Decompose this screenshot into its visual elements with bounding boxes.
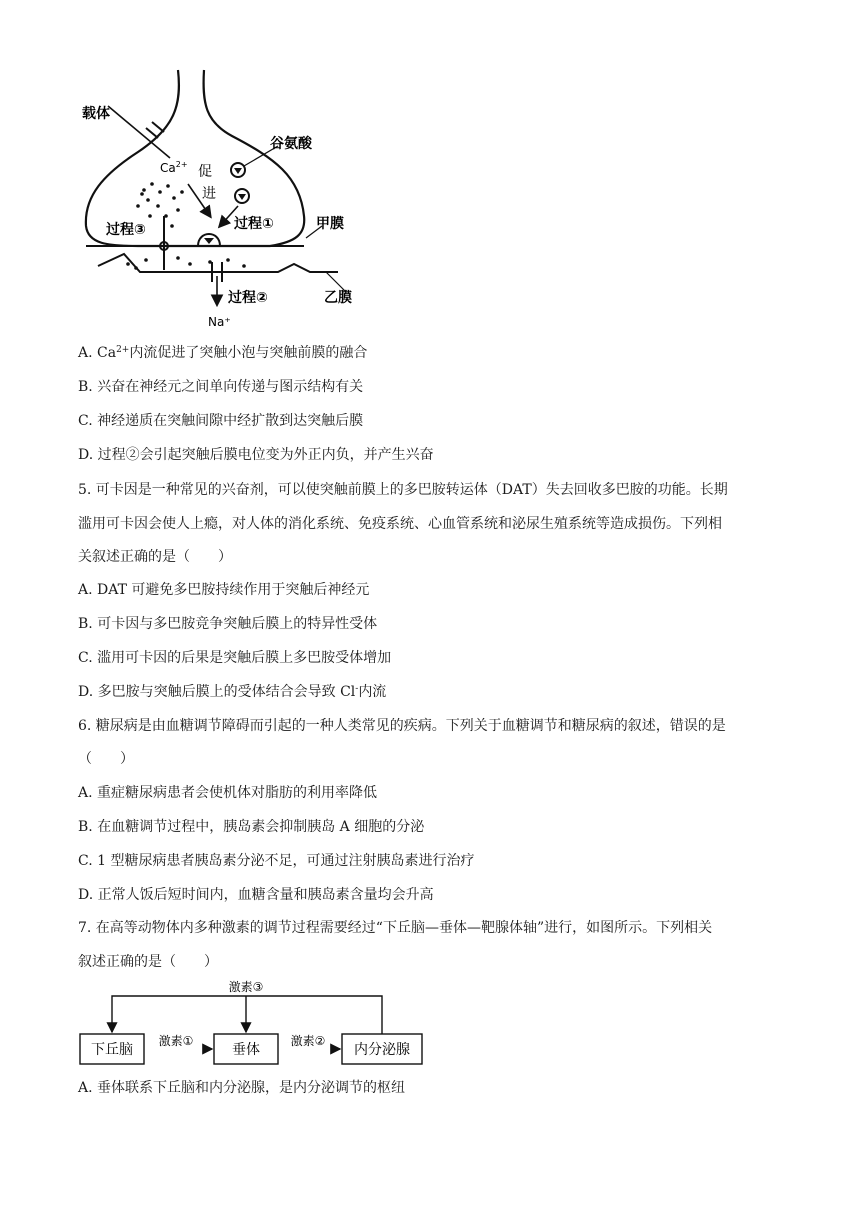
q5-stem-line3: 关叙述正确的是（ ） xyxy=(78,549,232,565)
postsynaptic-membrane xyxy=(98,254,338,272)
q6-option-a: A. 重症糖尿病患者会使机体对脂肪的利用率降低 xyxy=(78,785,378,801)
q5-stem-line2: 滥用可卡因会使人上瘾，对人体的消化系统、免疫系统、心血管系统和泌尿生殖系统等造成损伤。下列相 xyxy=(78,516,722,532)
process2-label: 过程② xyxy=(228,290,268,306)
q5-option-c: C. 滥用可卡因的后果是突触后膜上多巴胺受体增加 xyxy=(78,650,392,666)
glutamate-label: 谷氨酸 xyxy=(270,136,312,152)
hormone-axis-diagram xyxy=(78,978,428,1070)
q5-option-d: D. 多巴胺与突触后膜上的受体结合会导致 Cl-内流 xyxy=(78,684,387,700)
q7-stem-line2: 叙述正确的是（ ） xyxy=(78,954,218,970)
ca-label: $Ca^{2+}$ xyxy=(160,160,188,175)
q4-option-b: B. 兴奋在神经元之间单向传递与图示结构有关 xyxy=(78,379,364,395)
carrier-label: 载体 xyxy=(82,106,110,122)
membrane-a-label: 甲膜 xyxy=(316,216,344,232)
q6-stem-line1: 6. 糖尿病是由血糖调节障碍而引起的一种人类常见的疾病。下列关于血糖调节和糖尿病的叙述，错误的是 xyxy=(78,718,726,734)
promote-label-2: 进 xyxy=(202,186,216,202)
q5-option-a: A. DAT 可避免多巴胺持续作用于突触后神经元 xyxy=(78,582,370,598)
endocrine-gland-label: 内分泌腺 xyxy=(354,1042,410,1058)
hormone1-label: 激素① xyxy=(158,1034,194,1048)
hormone2-label: 激素② xyxy=(290,1034,326,1048)
synapse-diagram xyxy=(78,66,378,336)
cleft-dots xyxy=(126,256,246,270)
q7-option-a: A. 垂体联系下丘脑和内分泌腺，是内分泌调节的枢纽 xyxy=(78,1080,406,1096)
process3-label: 过程③ xyxy=(106,222,146,238)
q6-stem-line2: （ ） xyxy=(78,751,134,767)
q4-option-a: A. $Ca^{2+}$内流促进了突触小泡与突触前膜的融合 xyxy=(78,345,368,361)
hormone3-feedback-line xyxy=(112,996,382,1034)
membrane-b-label: 乙膜 xyxy=(324,290,352,306)
na-channel xyxy=(212,262,222,304)
na-label: Na⁺ xyxy=(208,315,231,329)
promote-label-1: 促 xyxy=(198,164,212,180)
transmitter-dots xyxy=(136,182,184,228)
glutamate-vesicle xyxy=(231,163,245,177)
process3-receptor xyxy=(160,216,168,270)
pituitary-label: 垂体 xyxy=(232,1042,260,1058)
q6-option-d: D. 正常人饭后短时间内，血糖含量和胰岛素含量均会升高 xyxy=(78,887,434,903)
q4-option-c: C. 神经递质在突触间隙中经扩散到达突触后膜 xyxy=(78,413,364,429)
q7-stem-line1: 7. 在高等动物体内多种激素的调节过程需要经过“下丘脑—垂体—靶腺体轴”进行，如图所示。下列相关 xyxy=(78,920,713,936)
q6-option-b: B. 在血糖调节过程中，胰岛素会抑制胰岛 A 细胞的分泌 xyxy=(78,819,425,835)
q5-stem-line1: 5. 可卡因是一种常见的兴奋剂，可以使突触前膜上的多巴胺转运体（DAT）失去回收多巴胺的功能。长期 xyxy=(78,482,728,498)
q5-option-b: B. 可卡因与多巴胺竞争突触后膜上的特异性受体 xyxy=(78,616,378,632)
process1-label: 过程① xyxy=(234,216,274,232)
glutamate-vesicle xyxy=(235,189,249,203)
hormone3-label: 激素③ xyxy=(228,980,264,994)
q6-option-c: C. 1 型糖尿病患者胰岛素分泌不足，可通过注射胰岛素进行治疗 xyxy=(78,853,475,869)
hypothalamus-label: 下丘脑 xyxy=(91,1042,133,1058)
fusing-vesicle xyxy=(198,234,220,246)
q4-option-d: D. 过程②会引起突触后膜电位变为外正内负，并产生兴奋 xyxy=(78,447,434,463)
